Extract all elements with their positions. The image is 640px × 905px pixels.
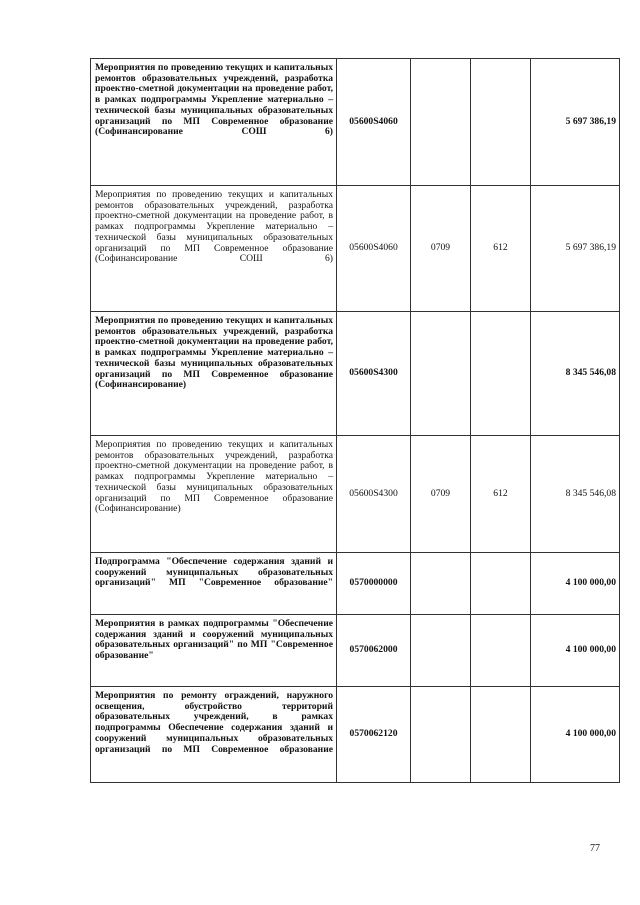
row-section <box>411 312 471 436</box>
row-amount: 4 100 000,00 <box>531 687 620 783</box>
table-row <box>91 615 620 687</box>
row-amount: 8 345 546,08 <box>531 436 620 553</box>
table-row <box>91 312 620 436</box>
row-name: Мероприятия в рамках подпрограммы "Обеспечение содержания зданий и сооружений муниципальных образовательных организаций" по МП "Современное образование" <box>91 615 337 687</box>
row-section: 0709 <box>411 186 471 312</box>
row-name: Мероприятия по проведению текущих и капитальных ремонтов образовательных учреждений, разработка проектно-сметной документации на проведение работ, в рамках подпрограммы Укрепление материально – технической базы муниципальных образовательных организаций по МП Современное образование (Софинансирование СОШ 6) <box>91 59 337 186</box>
page-number: 77 <box>590 843 600 854</box>
row-name: Мероприятия по проведению текущих и капитальных ремонтов образовательных учреждений, разработка проектно-сметной документации на проведение работ, в рамках подпрограммы Укрепление материально – технической базы муниципальных образовательных организаций по МП Современное образование (Софинансирование) <box>91 436 337 553</box>
row-type <box>471 312 531 436</box>
row-section <box>411 553 471 615</box>
row-amount: 4 100 000,00 <box>531 553 620 615</box>
table-row <box>91 687 620 783</box>
row-code: 05600S4060 <box>337 59 411 186</box>
row-amount: 8 345 546,08 <box>531 312 620 436</box>
row-name: Подпрограмма "Обеспечение содержания зданий и сооружений муниципальных образовательных организаций" МП "Современное образование" <box>91 553 337 615</box>
row-type <box>471 687 531 783</box>
row-section <box>411 687 471 783</box>
row-type: 612 <box>471 436 531 553</box>
budget-table <box>90 58 620 783</box>
row-name: Мероприятия по ремонту ограждений, наружного освещения, обустройство территорий образовательных учреждений, в рамках подпрограммы Обеспечение содержания зданий и сооружений муниципальных образовательных организаций по МП Современное образование <box>91 687 337 783</box>
row-section: 0709 <box>411 436 471 553</box>
row-type <box>471 553 531 615</box>
row-type <box>471 59 531 186</box>
table-row <box>91 553 620 615</box>
table-row <box>91 59 620 186</box>
row-code: 0570062120 <box>337 687 411 783</box>
table-row <box>91 186 620 312</box>
row-type <box>471 615 531 687</box>
row-amount: 5 697 386,19 <box>531 59 620 186</box>
row-code: 05600S4300 <box>337 312 411 436</box>
row-type: 612 <box>471 186 531 312</box>
row-code: 05600S4060 <box>337 186 411 312</box>
row-section <box>411 615 471 687</box>
row-amount: 4 100 000,00 <box>531 615 620 687</box>
row-name: Мероприятия по проведению текущих и капитальных ремонтов образовательных учреждений, разработка проектно-сметной документации на проведение работ, в рамках подпрограммы Укрепление материально – технической базы муниципальных образовательных организаций по МП Современное образование (Софинансирование СОШ 6) <box>91 186 337 312</box>
row-amount: 5 697 386,19 <box>531 186 620 312</box>
row-code: 05600S4300 <box>337 436 411 553</box>
row-name: Мероприятия по проведению текущих и капитальных ремонтов образовательных учреждений, разработка проектно-сметной документации на проведение работ, в рамках подпрограммы Укрепление материально – технической базы муниципальных образовательных организаций по МП Современное образование (Софинансирование) <box>91 312 337 436</box>
table-row <box>91 436 620 553</box>
row-code: 0570062000 <box>337 615 411 687</box>
row-code: 0570000000 <box>337 553 411 615</box>
row-section <box>411 59 471 186</box>
